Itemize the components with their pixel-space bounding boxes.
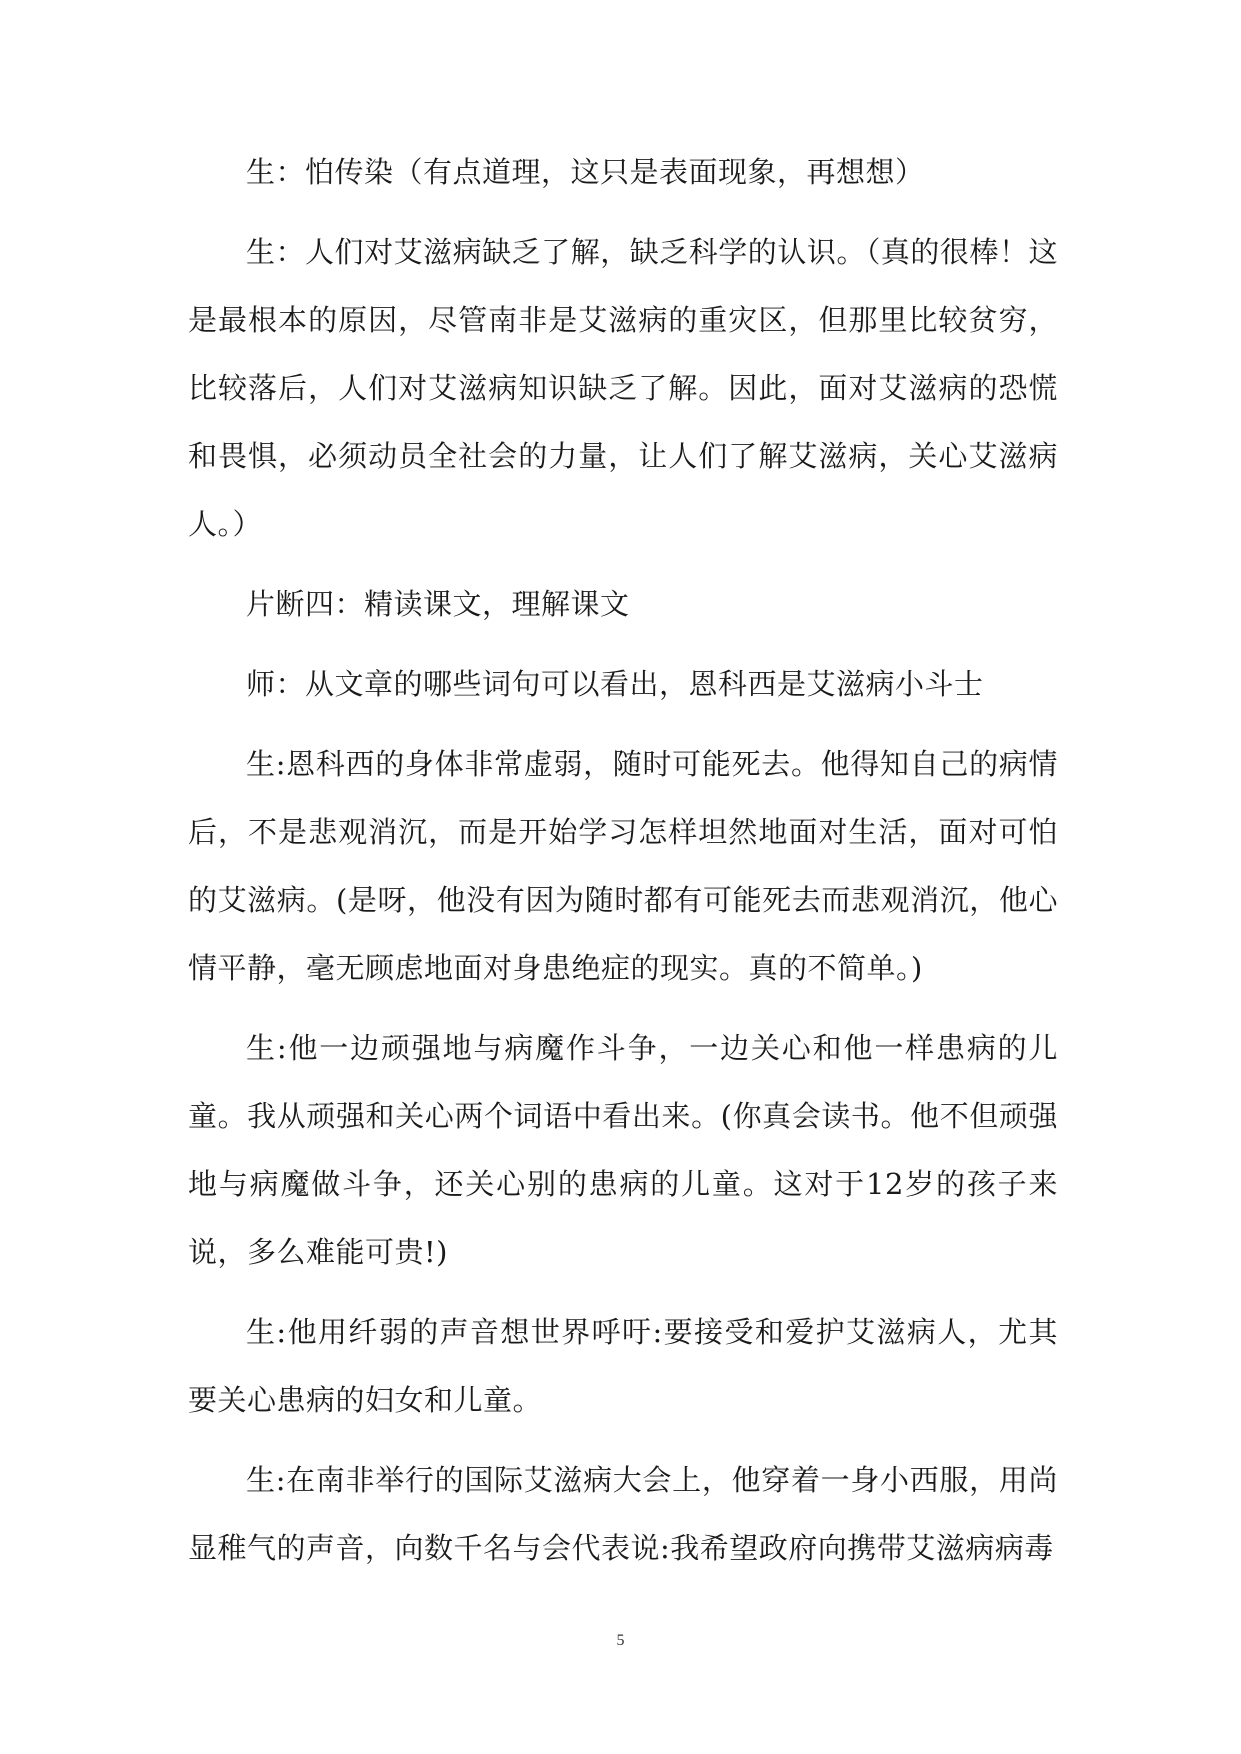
page-body — [188, 138, 1058, 1582]
paragraph-1: 生：怕传染（有点道理，这只是表面现象，再想想） — [246, 155, 925, 189]
paragraph-4: 生:恩科西的身体非常虚弱，随时可能死去。他得知自己的病情后，不是悲观消沉，而是开始学习怎样坦然地面对生活，面对可怕的艾滋病。(是呀，他没有因为随时都有可能死去而悲观消沉，他心情平静，毫无顾虑地面对身患绝症的现实。真的不简单。) — [188, 747, 1058, 985]
paragraph-2: 生：人们对艾滋病缺乏了解，缺乏科学的认识。（真的很棒！这是最根本的原因，尽管南非是艾滋病的重灾区，但那里比较贫穷，比较落后，人们对艾滋病知识缺乏了解。因此，面对艾滋病的恐慌和畏惧，必须动员全社会的力量，让人们了解艾滋病，关心艾滋病人。） — [188, 235, 1058, 541]
paragraph-6: 生:他用纤弱的声音想世界呼吁:要接受和爱护艾滋病人，尤其要关心患病的妇女和儿童。 — [188, 1315, 1058, 1417]
section-heading: 片断四：精读课文，理解课文 — [246, 587, 630, 621]
paragraph-5: 生:他一边顽强地与病魔作斗争，一边关心和他一样患病的儿童。我从顽强和关心两个词语中看出来。(你真会读书。他不但顽强地与病魔做斗争，还关心别的患病的儿童。这对于12岁的孩子来说，多么难能可贵!) — [188, 1031, 1058, 1269]
paragraph-7: 生:在南非举行的国际艾滋病大会上，他穿着一身小西服，用尚显稚气的声音，向数千名与会代表说:我希望政府向携带艾滋病病毒 — [188, 1463, 1058, 1565]
paragraph-3: 师：从文章的哪些词句可以看出，恩科西是艾滋病小斗士 — [246, 667, 984, 701]
page-number: 5 — [616, 1632, 625, 1649]
